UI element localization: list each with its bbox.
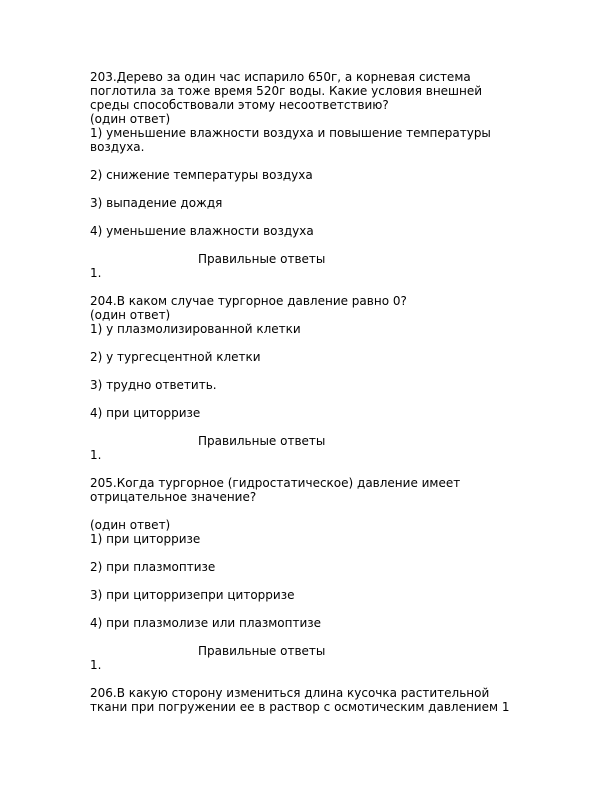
answer-option: 4) при циторризе bbox=[90, 406, 201, 420]
answer-option: 3) при циторризепри циторризе bbox=[90, 588, 295, 602]
question-206 bbox=[90, 686, 530, 714]
question-205 bbox=[90, 476, 530, 672]
document-content bbox=[90, 70, 530, 714]
answer-option: 4) при плазмолизе или плазмоптизе bbox=[90, 616, 322, 630]
answer-option: 4) уменьшение влажности воздуха bbox=[90, 224, 314, 238]
answer-option: 1) у плазмолизированной клетки bbox=[90, 322, 301, 336]
correct-answers-block bbox=[90, 252, 530, 280]
question-text: 205.Когда тургорное (гидростатическое) давление имеет отрицательное значение? bbox=[90, 476, 461, 504]
answer-option: 2) снижение температуры воздуха bbox=[90, 168, 313, 182]
question-text: 203.Дерево за один час испарило 650г, а корневая система поглотила за тоже время 520г воды. Какие условия внешней среды способствовали этому несоответствию? bbox=[90, 70, 483, 112]
answer-option: 1) уменьшение влажности воздуха и повышение температуры воздуха. bbox=[90, 126, 491, 154]
correct-answers-block bbox=[90, 434, 530, 462]
correct-answers-heading: Правильные ответы bbox=[198, 252, 326, 266]
answer-mode: (один ответ) bbox=[90, 308, 171, 322]
question-204 bbox=[90, 294, 530, 462]
spacer bbox=[90, 280, 530, 294]
answer-option: 2) у тургесцентной клетки bbox=[90, 350, 261, 364]
correct-answers-value: 1. bbox=[90, 448, 102, 462]
answer-option: 1) при циторризе bbox=[90, 532, 201, 546]
answer-option: 2) при плазмоптизе bbox=[90, 560, 216, 574]
correct-answers-heading: Правильные ответы bbox=[198, 644, 326, 658]
question-text: 204.В каком случае тургорное давление равно 0? bbox=[90, 294, 407, 308]
correct-answers-heading: Правильные ответы bbox=[198, 434, 326, 448]
spacer bbox=[90, 462, 530, 476]
answer-mode: (один ответ) bbox=[90, 518, 171, 532]
question-text: 206.В какую сторону измениться длина кусочка растительной ткани при погружении ее в раствор с осмотическим давлением 1 bbox=[90, 686, 510, 714]
correct-answers-value: 1. bbox=[90, 266, 102, 280]
answer-option: 3) трудно ответить. bbox=[90, 378, 217, 392]
spacer bbox=[90, 672, 530, 686]
answer-mode: (один ответ) bbox=[90, 112, 171, 126]
question-203 bbox=[90, 70, 530, 280]
answer-option: 3) выпадение дождя bbox=[90, 196, 223, 210]
correct-answers-block bbox=[90, 644, 530, 672]
correct-answers-value: 1. bbox=[90, 658, 102, 672]
